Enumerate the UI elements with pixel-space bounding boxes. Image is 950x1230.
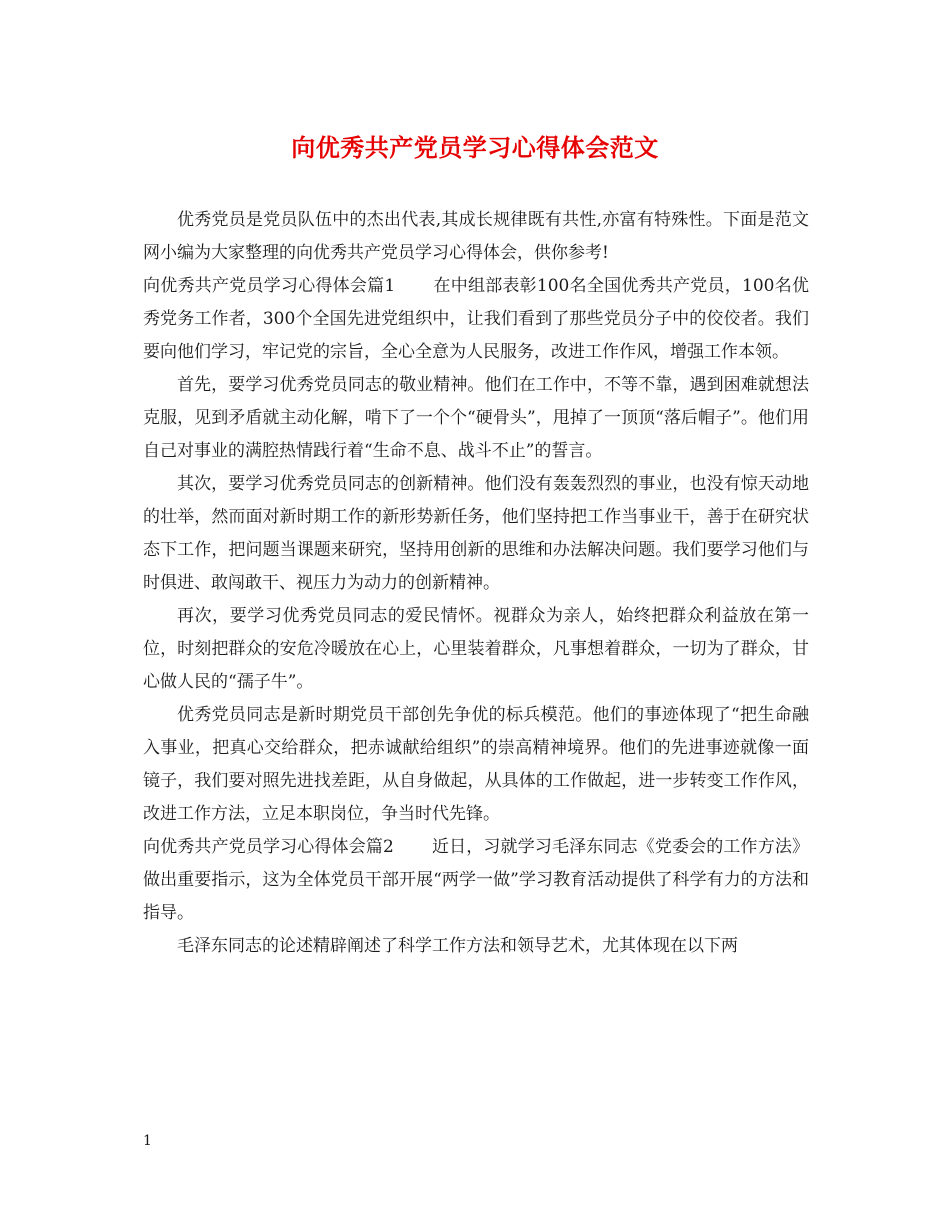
intro-paragraph: 优秀党员是党员队伍中的杰出代表,其成长规律既有共性,亦富有特殊性。下面是范文网小编为大家整理的向优秀共产党员学习心得体会，供你参考! xyxy=(143,210,809,263)
section-1-lead-paragraph xyxy=(143,270,809,369)
body-paragraph: 毛泽东同志的论述精辟阐述了科学工作方法和领导艺术，尤其体现在以下两 xyxy=(177,936,738,956)
document-body xyxy=(143,204,809,963)
document-title: 向优秀共产党员学习心得体会范文 xyxy=(291,133,659,162)
page-number: 1 xyxy=(143,1133,152,1149)
section-2-lead-text: 近日，习就学习毛泽东同志《党委会的工作方法》做出重要指示，这为全体党员干部开展“两学一做”学习教育活动提供了科学有力的方法和指导。 xyxy=(143,837,809,923)
section-2-lead-paragraph xyxy=(143,831,809,930)
section-1-heading: 向优秀共产党员学习心得体会篇1 xyxy=(143,276,396,296)
body-paragraph: 首先，要学习优秀党员同志的敬业精神。他们在工作中，不等不靠，遇到困难就想法克服，见到矛盾就主动化解，啃下了一个个“硬骨头”，甩掉了一顶顶“落后帽子”。他们用自己对事业的满腔热情践行着“生命不息、战斗不止”的誓言。 xyxy=(143,375,809,461)
section-2-heading: 向优秀共产党员学习心得体会篇2 xyxy=(143,837,394,857)
body-paragraph: 其次，要学习优秀党员同志的创新精神。他们没有轰轰烈烈的事业，也没有惊天动地的壮举，然而面对新时期工作的新形势新任务，他们坚持把工作当事业干，善于在研究状态下工作，把问题当课题来研究，坚持用创新的思维和办法解决问题。我们要学习他们与时俱进、敢闯敢干、视压力为动力的创新精神。 xyxy=(143,474,809,593)
body-paragraph: 再次，要学习优秀党员同志的爱民情怀。视群众为亲人，始终把群众利益放在第一位，时刻把群众的安危冷暖放在心上，心里装着群众，凡事想着群众，一切为了群众，甘心做人民的“孺子牛”。 xyxy=(143,606,809,692)
section-1-lead-text: 在中组部表彰100名全国优秀共产党员，100名优秀党务工作者，300个全国先进党组织中，让我们看到了那些党员分子中的佼佼者。我们要向他们学习，牢记党的宗旨，全心全意为人民服务，改进工作作风，增强工作本领。 xyxy=(143,276,809,362)
body-paragraph: 优秀党员同志是新时期党员干部创先争优的标兵模范。他们的事迹体现了“把生命融入事业，把真心交给群众，把赤诚献给组织”的崇高精神境界。他们的先进事迹就像一面镜子，我们要对照先进找差距，从自身做起，从具体的工作做起，进一步转变工作作风，改进工作方法，立足本职岗位，争当时代先锋。 xyxy=(143,705,809,824)
